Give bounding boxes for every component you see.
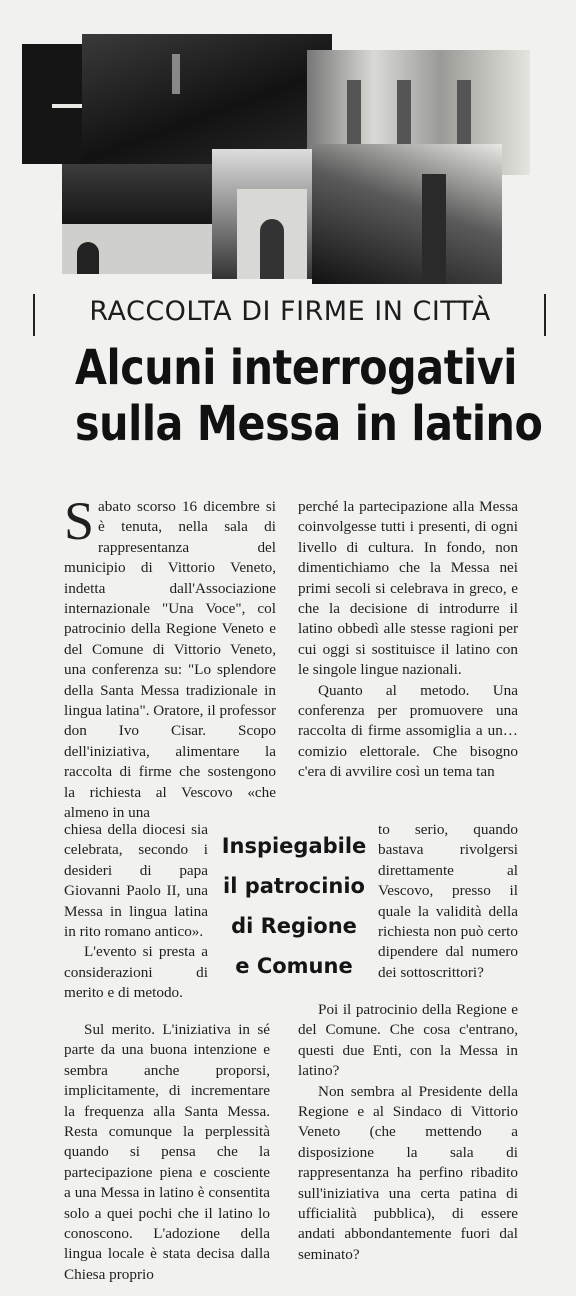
column-right-mid bbox=[378, 820, 518, 983]
headline-line-2: sulla Messa in latino bbox=[75, 396, 543, 452]
column-left-bottom bbox=[64, 1020, 270, 1285]
kicker-rule-right bbox=[544, 294, 546, 336]
photo-cathedral bbox=[212, 149, 327, 279]
pull-quote-line-2: il patrocinio bbox=[223, 874, 365, 898]
paragraph-2: L'evento si presta a considerazioni di merito e di metodo. bbox=[64, 943, 208, 1002]
paragraph-5b: to serio, quando bastava rivolgersi direttamente al Vescovo, presso il quale la validità della richiesta non può certo dipendere dal numero dei sottoscrittori? bbox=[378, 821, 518, 981]
paragraph-6: Poi il patrocinio della Regione e del Comune. Che cosa c'entrano, questi due Enti, con la Messa in latino? bbox=[298, 1001, 518, 1080]
paragraph-3: Sul merito. L'iniziativa in sé parte da una buona intenzione e sembra anche proporsi, implicitamente, di incrementare la frequenza alla Santa Messa. Resta comunque la perplessità quando si pensa che la partecipazione piena e cosciente a una Messa in latino è consentita solo a quei pochi che il latino lo conoscono. L'adozione della lingua locale è stata decisa dalla Chiesa proprio bbox=[64, 1021, 270, 1283]
pull-quote-line-4: e Comune bbox=[235, 954, 353, 978]
column-left-mid bbox=[64, 820, 208, 1004]
pull-quote-line-3: di Regione bbox=[231, 914, 357, 938]
paragraph-5a: Quanto al metodo. Una conferenza per promuovere una raccolta di firme assomiglia a un… comizio elettorale. Che bisogno c'era di avvilire così un tema tan bbox=[298, 681, 518, 781]
photo-arcade bbox=[62, 164, 222, 274]
kicker-rule-left bbox=[33, 294, 35, 336]
paragraph-7: Non sembra al Presidente della Regione e al Sindaco di Vittorio Veneto (che mettendo a disposizione la sala di rappresentanza ha perfino ribadito sull'iniziativa una certa patina di ufficialità pubblica), di essere andati abbondantemente fuori dal seminato? bbox=[298, 1082, 518, 1263]
photo-church-towers bbox=[312, 144, 502, 284]
paragraph-1b: chiesa della diocesi sia celebrata, secondo i desideri di papa Giovanni Paolo II, una Messa in lingua latina in rito romano antico». bbox=[64, 821, 208, 941]
paragraph-4: perché la partecipazione alla Messa coinvolgesse tutti i presenti, di ogni livello di cultura. In fondo, non dimentichiamo che la Messa nei primi secoli si celebrava in greco, e che la decisione di introdurre il latino obbedì alle stesse ragioni per cui oggi si sostituisce il latino con le singole lingue nazionali. bbox=[298, 498, 518, 679]
column-right-bottom bbox=[298, 1000, 518, 1265]
column-right-top bbox=[298, 497, 518, 783]
article-kicker: RACCOLTA DI FIRME IN CITTÀ bbox=[89, 296, 491, 327]
drop-cap: S bbox=[64, 491, 95, 551]
paragraph-1a: abato scorso 16 dicembre si è tenuta, nella sala di rappresentanza del municipio di Vittorio Veneto, indetta dall'Associazione internazionale "Una Voce", col patrocinio della Regione Veneto e del Comune di Vittorio Veneto, una conferenza su: "Lo splendore della Santa Messa tradizionale in lingua latina". Oratore, il professor don Ivo Cisar. Scopo dell'iniziativa, alimentare la raccolta di firme che sostengono la richiesta al Vescovo «che almeno in una bbox=[64, 498, 277, 822]
article-headline bbox=[75, 340, 543, 452]
column-left-top bbox=[64, 491, 277, 824]
photo-collage bbox=[22, 34, 530, 286]
headline-line-1: Alcuni interrogativi bbox=[75, 340, 517, 396]
pull-quote-line-1: Inspiegabile bbox=[221, 834, 367, 858]
pull-quote bbox=[212, 826, 376, 986]
